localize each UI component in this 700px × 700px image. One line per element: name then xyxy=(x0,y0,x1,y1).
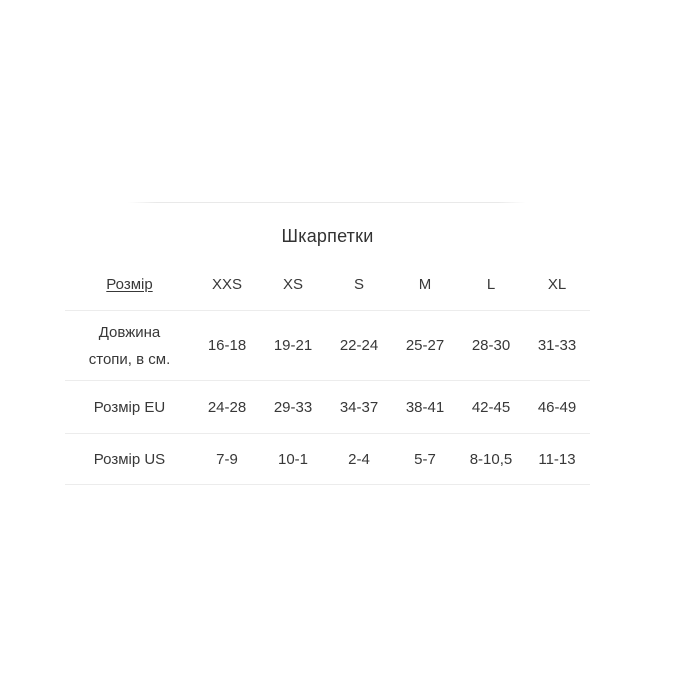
row-label-foot-length: Довжина стопи, в см. xyxy=(65,311,194,381)
size-chart-table xyxy=(65,258,590,485)
cell-us-l: 8-10,5 xyxy=(458,434,524,485)
cell-eu-m: 38-41 xyxy=(392,381,458,434)
table-header-row xyxy=(65,258,590,311)
cell-us-xs: 10-1 xyxy=(260,434,326,485)
table-row-eu xyxy=(65,381,590,434)
column-header-m: M xyxy=(392,258,458,311)
row-label-us: Розмір US xyxy=(65,434,194,485)
cell-foot-length-xs: 19-21 xyxy=(260,311,326,381)
cell-foot-length-xl: 31-33 xyxy=(524,311,590,381)
column-header-xl: XL xyxy=(524,258,590,311)
cell-eu-s: 34-37 xyxy=(326,381,392,434)
cell-us-m: 5-7 xyxy=(392,434,458,485)
column-header-s: S xyxy=(326,258,392,311)
cell-eu-xs: 29-33 xyxy=(260,381,326,434)
column-header-l: L xyxy=(458,258,524,311)
cell-eu-l: 42-45 xyxy=(458,381,524,434)
cell-us-s: 2-4 xyxy=(326,434,392,485)
cell-us-xl: 11-13 xyxy=(524,434,590,485)
row-label-eu: Розмір EU xyxy=(65,381,194,434)
cell-foot-length-xxs: 16-18 xyxy=(194,311,260,381)
table-row-us xyxy=(65,434,590,485)
cell-foot-length-l: 28-30 xyxy=(458,311,524,381)
column-header-xs: XS xyxy=(260,258,326,311)
cell-foot-length-s: 22-24 xyxy=(326,311,392,381)
cell-foot-length-m: 25-27 xyxy=(392,311,458,381)
table-row-foot-length xyxy=(65,311,590,381)
header-cell-rozmir xyxy=(65,258,194,311)
section-divider xyxy=(128,202,526,203)
size-chart-title: Шкарпетки xyxy=(281,226,374,246)
cell-eu-xl: 46-49 xyxy=(524,381,590,434)
cell-eu-xxs: 24-28 xyxy=(194,381,260,434)
cell-us-xxs: 7-9 xyxy=(194,434,260,485)
column-header-xxs: XXS xyxy=(194,258,260,311)
size-link[interactable]: Розмір xyxy=(106,275,153,293)
